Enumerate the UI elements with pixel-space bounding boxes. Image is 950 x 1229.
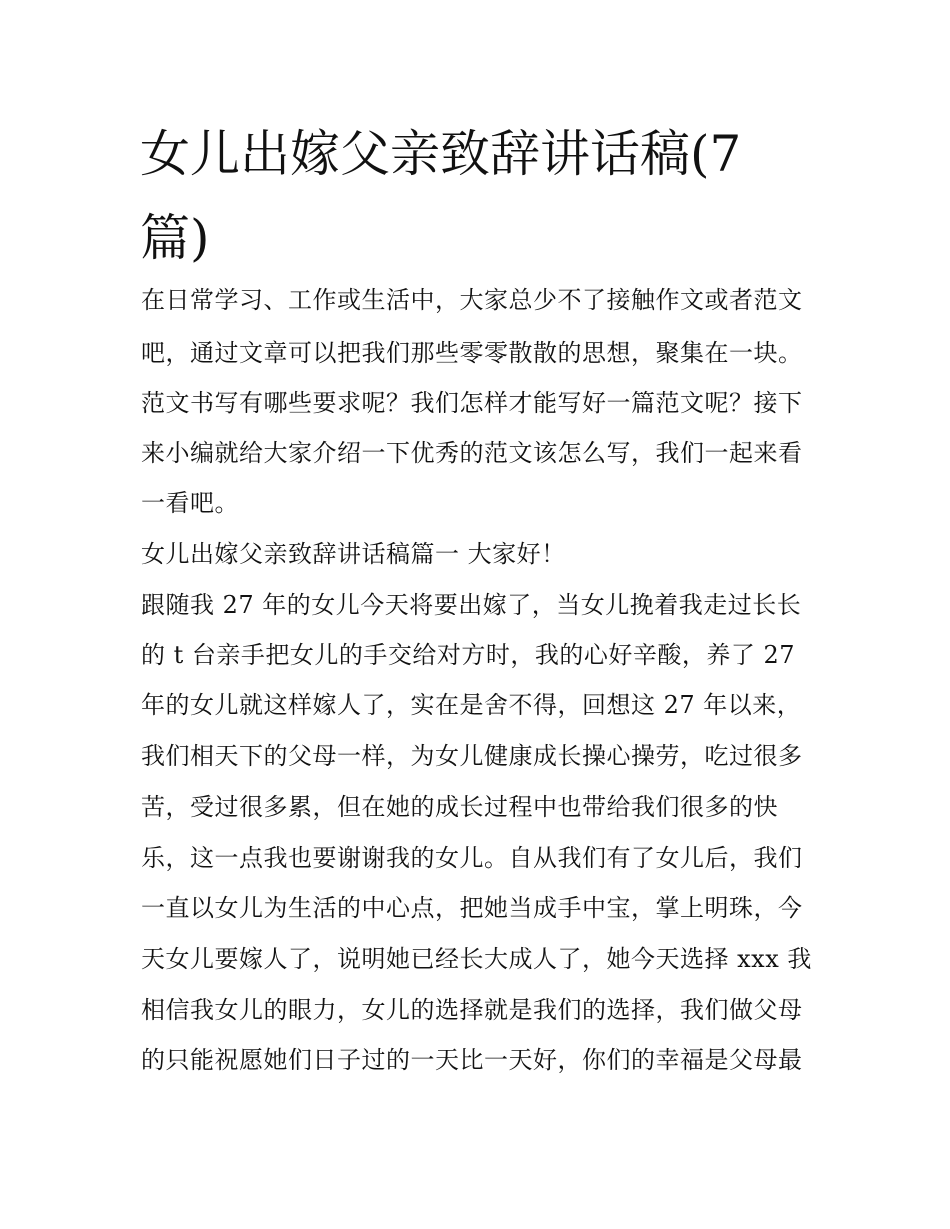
text-line: 天女儿要嫁人了，说明她已经长大成人了，她今天选择 xxx 我: [141, 945, 812, 973]
document-title: [140, 112, 820, 280]
text-line: 吧，通过文章可以把我们那些零零散散的思想，聚集在一块。: [141, 339, 803, 367]
text-line: 相信我女儿的眼力，女儿的选择就是我们的选择，我们做父母: [141, 996, 803, 1024]
text-line: 跟随我 27 年的女儿今天将要出嫁了，当女儿挽着我走过长长: [141, 591, 802, 619]
text-line: 范文书写有哪些要求呢？我们怎样才能写好一篇范文呢？接下: [141, 389, 803, 417]
text-line: 乐，这一点我也要谢谢我的女儿。自从我们有了女儿后，我们: [141, 844, 803, 872]
text-line: 年的女儿就这样嫁人了，实在是舍不得，回想这 27 年以来，: [141, 691, 802, 719]
text-line: 的 t 台亲手把女儿的手交给对方时，我的心好辛酸，养了 27: [141, 641, 796, 669]
text-line: 在日常学习、工作或生活中，大家总少不了接触作文或者范文: [141, 286, 803, 314]
section-heading: 女儿出嫁父亲致辞讲话稿篇一 大家好！: [141, 540, 566, 568]
text-line: 苦，受过很多累，但在她的成长过程中也带给我们很多的快: [141, 793, 778, 821]
text-line: 一看吧。: [141, 489, 239, 517]
title-line-1: 女儿出嫁父亲致辞讲话稿(7: [140, 125, 742, 183]
text-line: 一直以女儿为生活的中心点，把她当成手中宝，掌上明珠，今: [141, 894, 803, 922]
title-line-2: 篇): [140, 209, 210, 267]
text-line: 我们相天下的父母一样，为女儿健康成长操心操劳，吃过很多: [141, 742, 803, 770]
text-line: 来小编就给大家介绍一下优秀的范文该怎么写，我们一起来看: [141, 439, 803, 467]
text-line: 的只能祝愿她们日子过的一天比一天好，你们的幸福是父母最: [141, 1046, 803, 1074]
